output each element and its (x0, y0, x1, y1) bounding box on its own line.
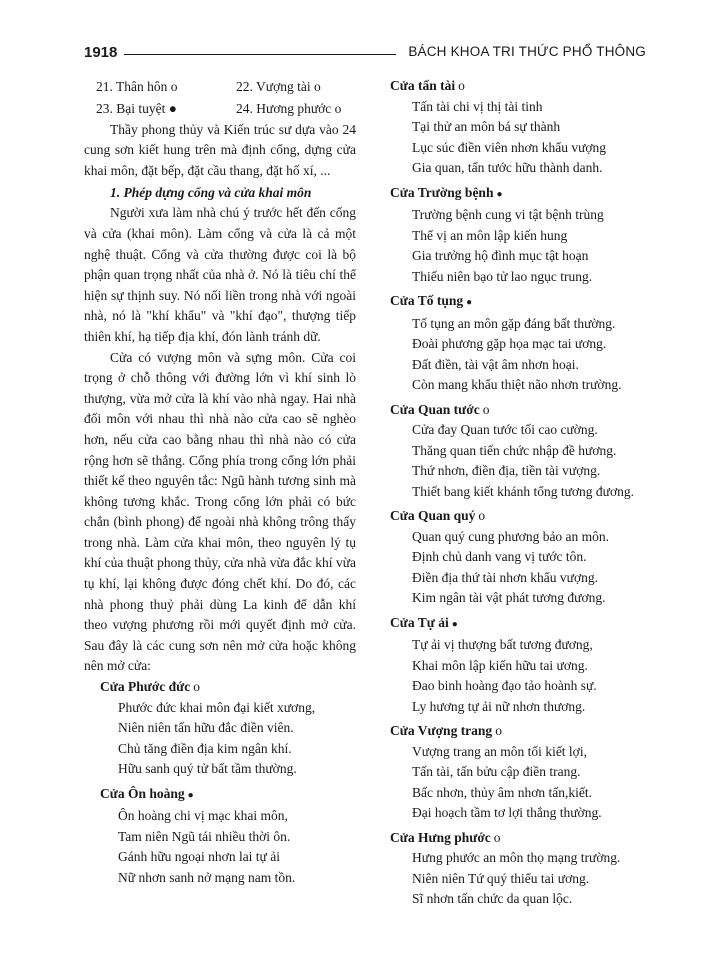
verse-line: Ly hương tự ải nữ nhơn thương. (412, 698, 586, 714)
body-paragraph: Người xưa làm nhà chú ý trước hết đến cổng và cửa (khai môn). Làm cổng và cửa là cả một nghệ thuật. Cổng và cửa thường được coi là bộ phận quan trọng nhất của nhà ở. Nó là tiêu chí thể hiện sự thịnh suy. Nó nối liền trong nhà với ngoài nhà, nó là "khí khẩu" và "khí đạo", thượng tiếp thiên khí, hạ tiếp địa khí, đón lành tránh dữ. (84, 205, 356, 344)
door-title-text: Cửa Tự ải (390, 614, 449, 630)
verse-line: Thiết bang kiết khánh tổng tương đương. (412, 483, 635, 499)
door-title (390, 506, 652, 527)
verse-line: Thăng quan tiến chức nhập đề hương. (412, 442, 617, 458)
left-column (84, 76, 356, 892)
verse-line: Tố tụng an môn gặp đáng bất thường. (412, 315, 616, 331)
bad-mark-icon (493, 185, 502, 200)
door-entry (390, 183, 652, 288)
verse-line: Bấc nhơn, thủy âm nhơn tấn,kiết. (412, 784, 592, 800)
verse-line: Lục súc điền viên nhơn khẩu vượng (412, 139, 607, 155)
right-column (390, 76, 652, 914)
door-entry (84, 677, 356, 780)
door-entry (390, 506, 652, 609)
verse-line: Trường bệnh cung vi tật bệnh trùng (412, 207, 604, 222)
door-entry (390, 76, 652, 179)
verse-line: Tự ải vị thượng bất tương đương, (412, 637, 593, 652)
door-title-text: Cửa Quan tước (390, 401, 480, 417)
page-header (84, 42, 646, 64)
door-title-text: Cửa Hưng phước (390, 829, 491, 845)
verse-line: Đất điền, tài vật âm nhơn hoại. (412, 356, 579, 372)
verse-line: Đoài phương gặp họa mạc tai ương. (412, 336, 607, 351)
door-entry (84, 784, 356, 889)
verse-line: Gánh hữu ngoại nhơn lai tự ải (118, 849, 280, 865)
door-title-text: Cửa Vượng trang (390, 723, 493, 738)
verse-line: Đao binh hoàng đạo tảo hoành sự. (412, 678, 597, 693)
verse-line: Hữu sanh quý tử bất tầm thường. (118, 761, 297, 777)
bad-mark-icon (185, 786, 194, 801)
door-title (390, 76, 652, 97)
list-item: 22. Vượng tài o (236, 79, 321, 94)
verse-line: Niên niên Tứ quý thiểu tai ương. (412, 870, 590, 886)
verse-line: Thể vị an môn lập kiến hung (412, 227, 568, 243)
door-title-text: Cửa Tố tụng (390, 293, 464, 308)
door-entry (390, 291, 652, 396)
verse-line: Vượng trang an môn tối kiết lợi, (412, 743, 587, 759)
verse-line: Cửa đay Quan tước tối cao cường. (412, 422, 598, 437)
verse-line: Tấn tài chi vị thị tài tinh (412, 98, 543, 114)
good-mark-icon (491, 830, 501, 845)
good-mark-icon (475, 508, 485, 523)
verse-line: Ôn hoàng chi vị mạc khai môn, (118, 808, 288, 824)
verse-line: Tại thử an môn bá sự thành (412, 119, 561, 134)
door-title-text: Cửa Trường bệnh (390, 184, 494, 200)
mountain-list (84, 76, 356, 120)
good-mark-icon (492, 723, 502, 738)
list-row (84, 98, 356, 120)
door-entry (390, 400, 652, 503)
verse-line: Thứ nhơn, điền địa, tiền tài vượng. (412, 463, 601, 478)
verse-line: Gia trưởng hộ đình mục tật hoạn (412, 248, 589, 263)
verse-line: Đại hoạch tầm tơ lợi thắng thường. (412, 805, 602, 820)
door-list (84, 677, 356, 888)
verse-line: Còn mang khẩu thiệt não nhơn trường. (412, 377, 622, 392)
verse-line: Kim ngân tài vật phát tương đương. (412, 590, 606, 605)
body-paragraph: Cửa có vượng môn và sựng môn. Cửa coi trọng ở chỗ thông với đường lớn vì khí sinh lò thượng, vừa mở cửa là khí vào nhà ngay. Hai nhà đối môn với nhau thì nhà nào cửa cao sẽ nghèo hơn, nếu cửa cao bằng nhau thì nhà nào có cửa rộng hơn sẽ thắng. Cổng phía trong cổng lớn phải thiết kế theo nguyên tắc: Ngũ hành tương sinh mà không tương khắc. Trong cổng lớn phải có bức chắn (bình phong) để ngoài nhà không trông thấy trong nhà. Làm cửa khai môn, theo nguyên lý tụ khí của thuật phong thủy, cửa nhà vừa đắc khí vừa tụ khí, lại không được đóng chết khí. Do đó, các nhà phong thuỷ phải dùng La kinh để dẫn khí theo vượng phương rồi mới quyết định mở cửa. Sau đây là các cung sơn nên mở cửa hoặc không nên mở cửa: (84, 349, 356, 674)
bad-mark-icon (449, 615, 458, 630)
door-title-text: Cửa tấn tài (390, 78, 456, 93)
door-title (390, 291, 652, 314)
door-title (390, 828, 652, 849)
door-title-text: Cửa Quan quý (390, 508, 476, 523)
verse-line: Chủ tăng điền địa kim ngân khí. (118, 740, 292, 756)
good-mark-icon (455, 78, 465, 93)
verse-line: Nữ nhơn sanh nở mạng nam tồn. (118, 869, 296, 885)
door-title (390, 721, 652, 742)
door-entry (390, 613, 652, 718)
door-entry (390, 828, 652, 910)
verse-line: Định chủ danh vang vị tước tôn. (412, 549, 587, 564)
verse-line: Phước đức khai môn đại kiết xương, (118, 699, 316, 715)
list-item: 23. Bại tuyệt ● (96, 100, 177, 116)
good-mark-icon (480, 402, 490, 417)
verse-line: Thiếu niên bạo tử lao ngục trung. (412, 268, 593, 284)
list-item: 21. Thân hôn o (96, 79, 178, 94)
verse-line: Quan quý cung phương bảo an môn. (412, 528, 610, 544)
verse-line: Niên niên tấn hữu đắc điền viên. (118, 720, 294, 736)
section-heading: 1. Phép dựng cổng và cửa khai môn (110, 185, 312, 201)
bad-mark-icon (463, 293, 472, 308)
good-mark-icon (190, 679, 200, 694)
door-title (390, 400, 652, 421)
verse-line: Hưng phước an môn thọ mạng trường. (412, 850, 621, 865)
door-title-text: Cửa Phước đức (100, 679, 191, 695)
door-title (84, 677, 356, 698)
verse-line: Sĩ nhơn tấn chức da quan lộc. (412, 891, 573, 906)
door-title-text: Cửa Ôn hoàng (100, 785, 185, 801)
verse-line: Tam niên Ngũ tái nhiều thời ôn. (118, 828, 291, 844)
door-title (390, 183, 652, 206)
door-title (390, 613, 652, 636)
header-rule (124, 54, 396, 55)
verse-line: Tấn tài, tấn bửu cập điền trang. (412, 764, 581, 779)
verse-line: Gia quan, tấn tước hữu thành danh. (412, 160, 603, 175)
list-row (84, 76, 356, 98)
running-title: BÁCH KHOA TRI THỨC PHỔ THÔNG (408, 44, 646, 59)
door-list (390, 76, 652, 910)
intro-paragraph: Thầy phong thủy và Kiến trúc sư dựa vào 24 cung sơn kiết hung trên mà định cổng, dựng cửa khai môn, đặt bếp, đặt cầu thang, đặt hố xí, ... (84, 121, 356, 178)
verse-line: Khai môn lập kiến hữu tai ương. (412, 657, 588, 673)
door-entry (390, 721, 652, 824)
page-number: 1918 (84, 44, 118, 61)
list-item: 24. Hương phước o (236, 100, 342, 116)
verse-line: Điền địa thứ tài nhơn khẩu vượng. (412, 569, 599, 585)
door-title (84, 784, 356, 807)
